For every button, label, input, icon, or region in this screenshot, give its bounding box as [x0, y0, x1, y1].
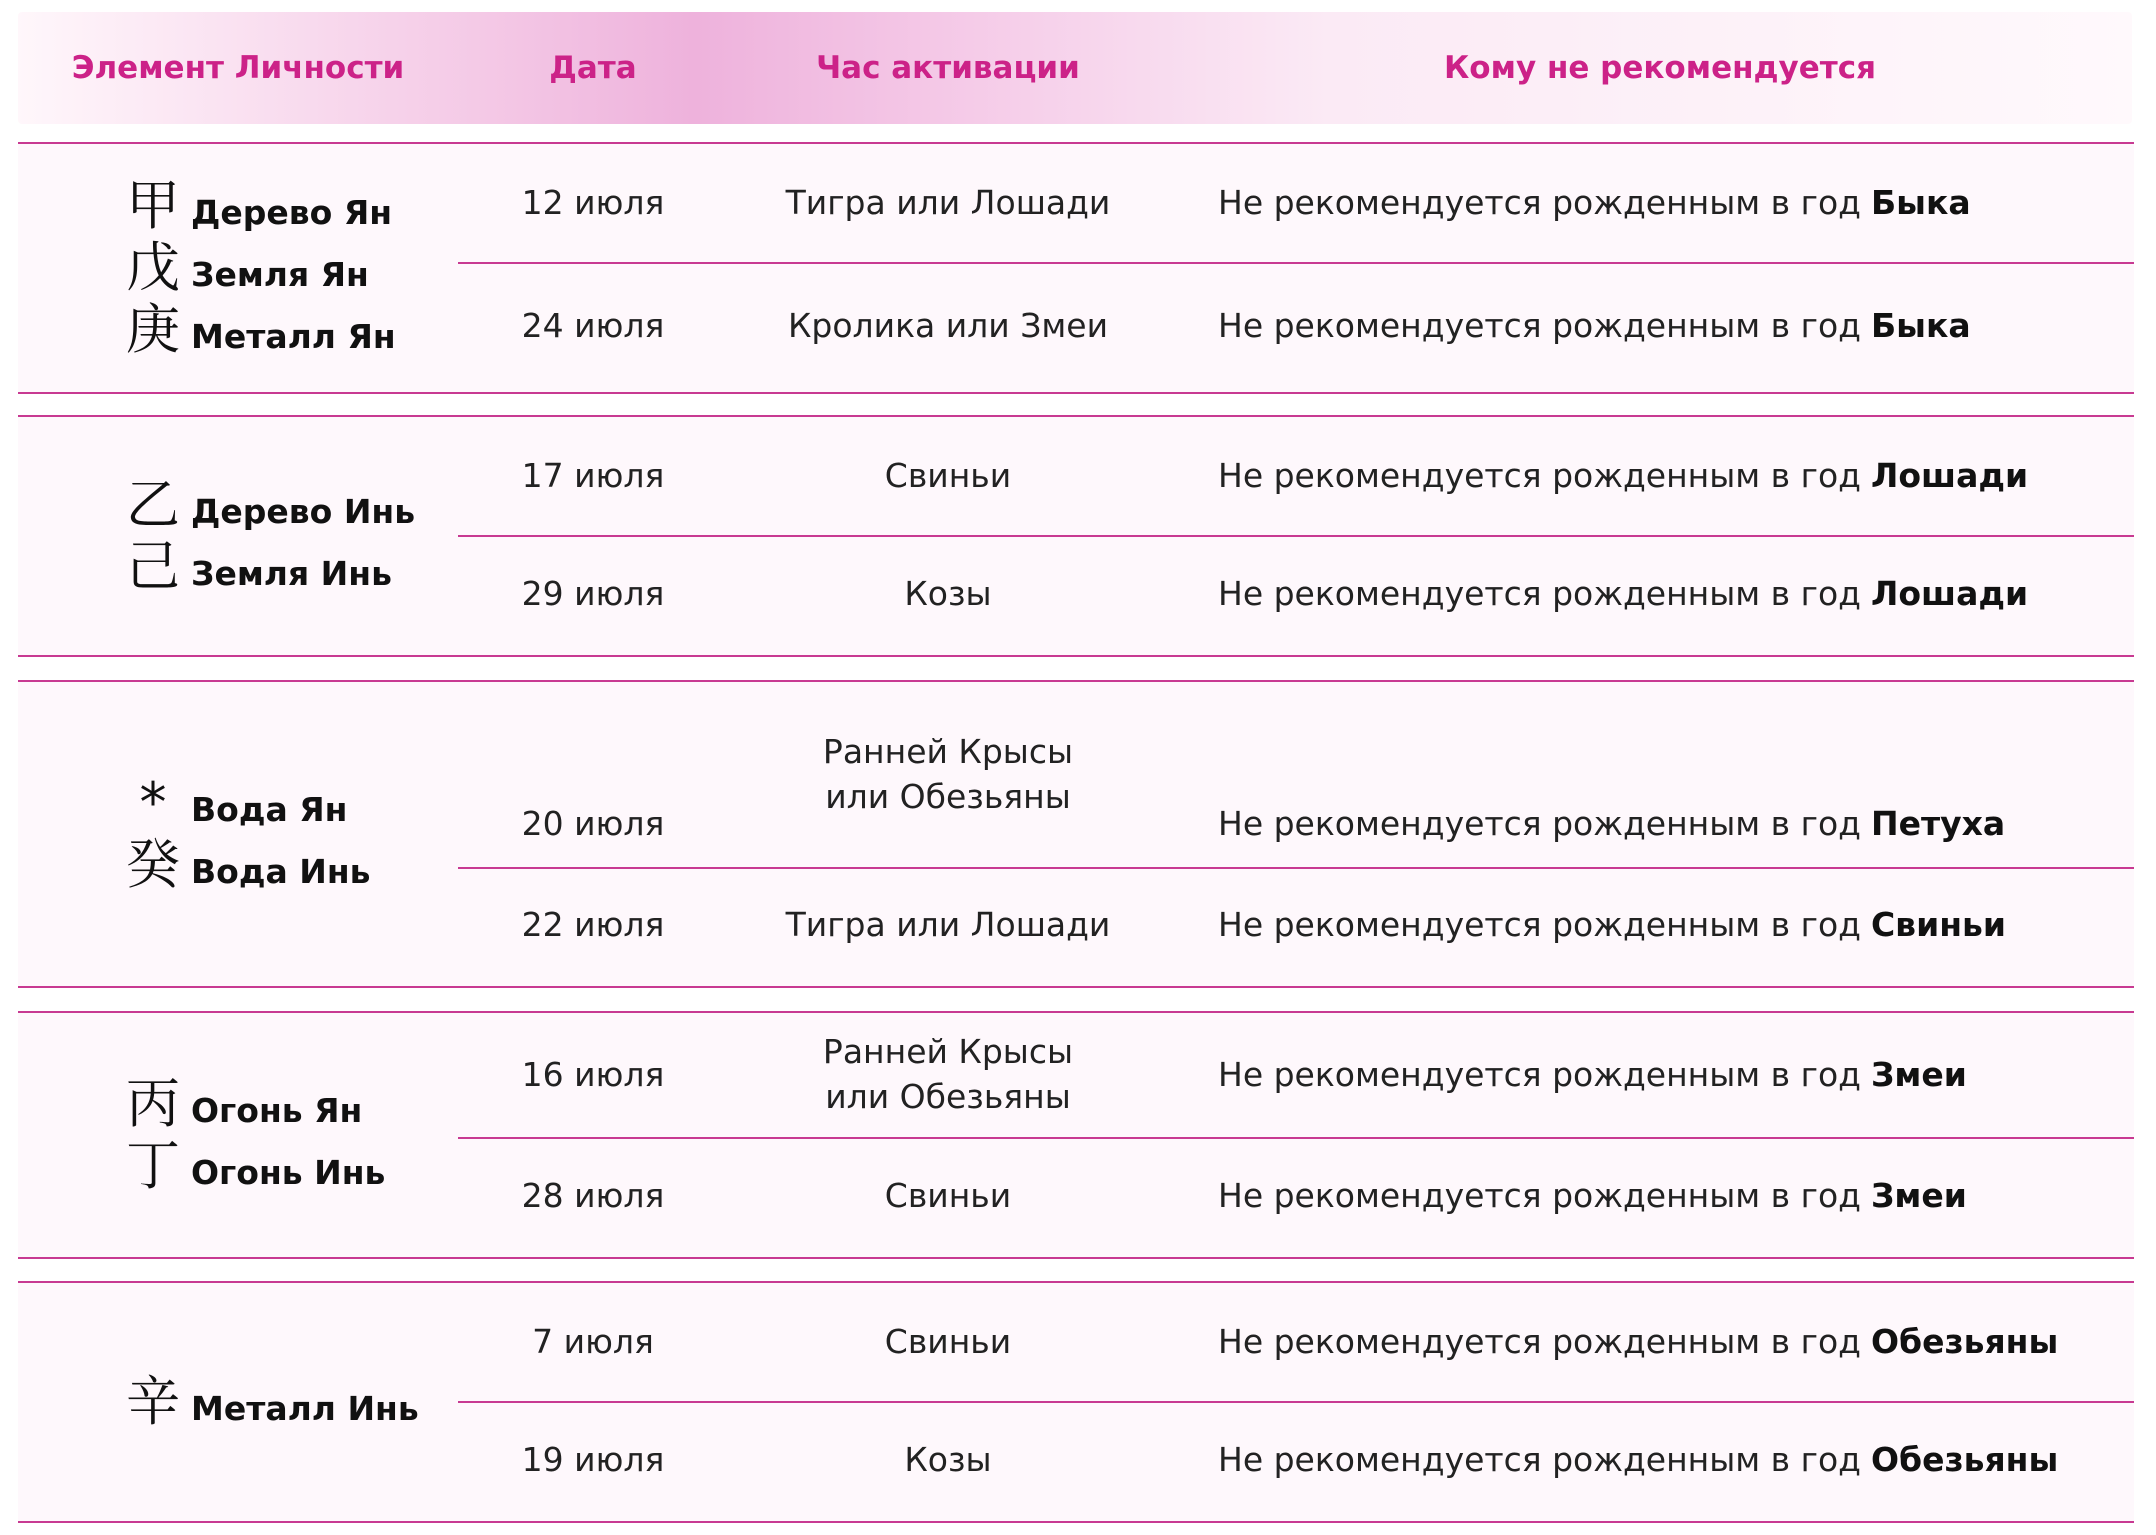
activation-hour-cell	[728, 1283, 1168, 1401]
activation-hour-cell	[728, 262, 1168, 390]
element-glyph: 丁	[126, 1134, 180, 1197]
activation-hour-cell	[728, 144, 1168, 262]
element-cell	[18, 682, 458, 986]
not-recommended-cell	[1218, 1401, 2134, 1519]
zodiac-year: Лошади	[1870, 455, 2029, 495]
date-cell: 12 июля	[521, 182, 665, 222]
zodiac-year: Обезьяны	[1870, 1321, 2059, 1361]
activation-hour-line: Козы	[904, 1439, 992, 1479]
table-row	[458, 1401, 2134, 1519]
activation-hour-line: Козы	[904, 573, 992, 613]
note-prefix: Не рекомендуется рожденным в год	[1218, 1054, 1861, 1094]
activation-hour-line: Свиньи	[884, 1175, 1012, 1215]
date-cell: 16 июля	[521, 1054, 665, 1094]
element-group	[18, 1011, 2134, 1259]
element-cell	[18, 1283, 458, 1521]
element-line	[123, 771, 348, 834]
activation-hour-cell	[728, 535, 1168, 653]
activation-hour-cell	[728, 1137, 1168, 1255]
activation-hour-cell	[728, 867, 1168, 984]
date-cell: 7 июля	[532, 1321, 654, 1361]
element-cell	[18, 144, 458, 392]
activation-hour-line: Свиньи	[884, 1321, 1012, 1361]
activation-hour-cell	[728, 1401, 1168, 1519]
element-glyph: 丙	[126, 1072, 180, 1135]
table-row	[458, 144, 2134, 264]
element-glyph: 乙	[126, 473, 180, 536]
not-recommended-cell	[1218, 144, 2134, 262]
activation-hour-cell	[728, 1013, 1168, 1137]
header-not-recommended: Кому не рекомендуется	[1443, 50, 1877, 86]
note-prefix: Не рекомендуется рожденным в год	[1218, 455, 1861, 495]
element-glyph: 庚	[126, 298, 180, 361]
element-line	[123, 833, 371, 896]
element-line	[123, 1370, 419, 1433]
activation-hour-cell	[728, 417, 1168, 535]
element-name: Дерево Инь	[191, 492, 416, 531]
date-cell: 24 июля	[521, 305, 665, 345]
not-recommended-cell	[1218, 535, 2134, 653]
element-name: Вода Ян	[191, 790, 348, 829]
element-glyph: 辛	[126, 1370, 180, 1433]
note-prefix: Не рекомендуется рожденным в год	[1218, 573, 1861, 613]
element-glyph: 己	[126, 535, 180, 598]
element-glyph: 戊	[126, 236, 180, 299]
element-group	[18, 142, 2134, 394]
element-group	[18, 1281, 2134, 1523]
activation-hour-line: Ранней Крысы	[822, 1032, 1074, 1072]
table-row	[458, 417, 2134, 537]
element-line	[123, 298, 396, 361]
zodiac-year: Петуха	[1870, 804, 2006, 844]
zodiac-year: Свиньи	[1870, 905, 2006, 945]
element-cell	[18, 1013, 458, 1257]
table-row	[458, 867, 2134, 984]
header-date: Дата	[549, 50, 637, 86]
zodiac-year: Быка	[1870, 305, 1971, 345]
element-name: Земля Ян	[191, 255, 369, 294]
table-header	[18, 12, 2132, 124]
table-row	[458, 682, 2134, 869]
zodiac-year: Змеи	[1870, 1054, 1967, 1094]
note-prefix: Не рекомендуется рожденным в год	[1218, 182, 1861, 222]
not-recommended-cell	[1218, 1013, 2134, 1137]
element-name: Металл Ян	[191, 317, 396, 356]
not-recommended-cell	[1218, 682, 2134, 867]
element-name: Огонь Инь	[191, 1153, 386, 1192]
table-row	[458, 1013, 2134, 1139]
element-name: Металл Инь	[191, 1389, 419, 1428]
table-row	[458, 262, 2134, 390]
note-prefix: Не рекомендуется рожденным в год	[1218, 305, 1861, 345]
note-prefix: Не рекомендуется рожденным в год	[1218, 1175, 1861, 1215]
element-name: Земля Инь	[191, 554, 392, 593]
table-row	[458, 1137, 2134, 1255]
header-element: Элемент Личности	[71, 50, 405, 86]
activation-hour-line: Тигра или Лошади	[785, 905, 1111, 945]
date-cell: 20 июля	[521, 804, 665, 844]
element-group	[18, 680, 2134, 988]
element-line	[123, 473, 416, 536]
element-glyph: *	[139, 771, 167, 834]
date-cell: 28 июля	[521, 1175, 665, 1215]
zodiac-year: Лошади	[1870, 573, 2029, 613]
header-hour: Час активации	[816, 50, 1080, 86]
activation-hour-line: Свиньи	[884, 455, 1012, 495]
element-line	[123, 236, 369, 299]
activation-hour-line: или Обезьяны	[825, 776, 1071, 816]
element-line	[123, 1134, 386, 1197]
note-prefix: Не рекомендуется рожденным в год	[1218, 905, 1861, 945]
element-glyph: 甲	[126, 174, 180, 237]
date-cell: 22 июля	[521, 905, 665, 945]
table-row	[458, 535, 2134, 653]
element-cell	[18, 417, 458, 655]
zodiac-year: Змеи	[1870, 1175, 1967, 1215]
not-recommended-cell	[1218, 417, 2134, 535]
element-line	[123, 1072, 363, 1135]
element-name: Вода Инь	[191, 852, 371, 891]
element-line	[123, 174, 393, 237]
element-name: Дерево Ян	[191, 193, 393, 232]
element-line	[123, 535, 392, 598]
activation-hour-line: Кролика или Змеи	[787, 305, 1109, 345]
not-recommended-cell	[1218, 1137, 2134, 1255]
element-glyph: 癸	[126, 833, 180, 896]
date-cell: 17 июля	[521, 455, 665, 495]
table-row	[458, 1283, 2134, 1403]
note-prefix: Не рекомендуется рожденным в год	[1218, 804, 1861, 844]
zodiac-year: Быка	[1870, 182, 1971, 222]
note-prefix: Не рекомендуется рожденным в год	[1218, 1321, 1861, 1361]
date-cell: 19 июля	[521, 1439, 665, 1479]
not-recommended-cell	[1218, 262, 2134, 390]
zodiac-year: Обезьяны	[1870, 1439, 2059, 1479]
activation-hour-line: или Обезьяны	[825, 1077, 1071, 1116]
element-name: Огонь Ян	[191, 1091, 363, 1130]
date-cell: 29 июля	[521, 573, 665, 613]
activation-hour-cell	[728, 682, 1168, 867]
not-recommended-cell	[1218, 867, 2134, 984]
activation-hour-line: Тигра или Лошади	[785, 182, 1111, 222]
not-recommended-cell	[1218, 1283, 2134, 1401]
element-group	[18, 415, 2134, 657]
note-prefix: Не рекомендуется рожденным в год	[1218, 1439, 1861, 1479]
activation-hour-line: Ранней Крысы	[822, 731, 1074, 771]
